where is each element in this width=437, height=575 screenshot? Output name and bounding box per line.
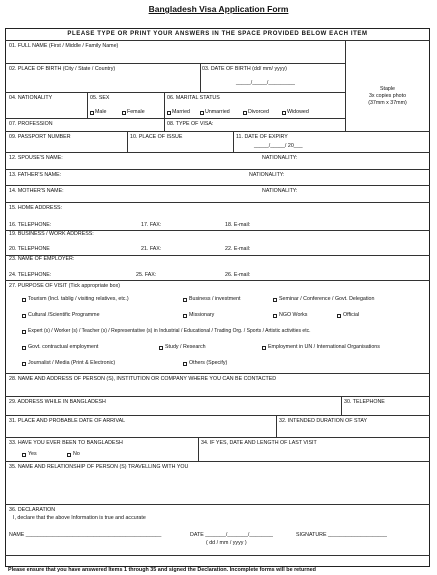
marital-married-label: Married: [172, 109, 190, 115]
duration-of-stay-label: 32. INTENDED DURATION OF STAY: [279, 418, 367, 424]
purpose-tourism-label: Tourism (Incl. tablig / visiting relatives, etc.): [28, 296, 129, 302]
rule: [5, 461, 430, 462]
rule: [5, 169, 430, 170]
father-nationality-label: NATIONALITY:: [249, 172, 285, 178]
purpose-cultural-label: Cultural /Scientific Programme: [28, 312, 100, 318]
purpose-official-checkbox[interactable]: [337, 314, 341, 318]
purpose-journalist-checkbox[interactable]: [22, 362, 26, 366]
fax-17-label: 17. FAX:: [141, 222, 162, 228]
purpose-business-label: Business / investment: [189, 296, 241, 302]
photo-line-1: Staple: [379, 86, 396, 92]
address-in-bangladesh-label: 29. ADDRESS WHILE IN BANGLADESH: [9, 399, 106, 405]
profession-label: 07. PROFESSION: [9, 121, 53, 127]
marital-divorced-checkbox[interactable]: [243, 111, 247, 115]
purpose-ngo-checkbox[interactable]: [273, 314, 277, 318]
rule: [5, 437, 430, 438]
rule: [5, 415, 430, 416]
rule: [127, 131, 128, 152]
date-of-birth-field[interactable]: _____/_____/_________: [236, 80, 295, 86]
purpose-others-label: Others (Specify): [189, 360, 228, 366]
rule: [233, 131, 234, 152]
rule: [5, 40, 430, 41]
rule: [5, 373, 430, 374]
been-no-checkbox[interactable]: [67, 453, 71, 457]
nationality-label: 04. NATIONALITY: [9, 95, 53, 101]
contact-person-label: 28. NAME AND ADDRESS OF PERSON (S), INSTITUTION OR COMPANY WHERE YOU CAN BE CONTACTED: [9, 376, 277, 382]
date-of-expiry-label: 11. DATE OF EXPIRY: [236, 134, 288, 140]
rule: [5, 118, 345, 119]
passport-number-label: 09. PASSPORT NUMBER: [9, 134, 71, 140]
rule: [5, 504, 430, 505]
telephone-30-label: 30. TELEPHONE: [344, 399, 385, 405]
travelling-with-label: 35. NAME AND RELATIONSHIP OF PERSON (S) TRAVELLING WITH YOU: [9, 464, 189, 470]
spouse-name-label: 12. SPOUSE'S NAME:: [9, 155, 63, 161]
purpose-business-checkbox[interactable]: [183, 298, 187, 302]
form-title: Bangladesh Visa Application Form: [148, 4, 289, 14]
rule: [5, 131, 430, 132]
rule: [5, 152, 430, 153]
rule: [5, 92, 345, 93]
rule: [164, 118, 165, 131]
been-to-bangladesh-label: 33. HAVE YOU EVER BEEN TO BANGLADESH: [9, 440, 123, 446]
signature-field[interactable]: SIGNATURE ____________________: [296, 532, 387, 538]
place-date-arrival-label: 31. PLACE AND PROBABLE DATE OF ARRIVAL: [9, 418, 126, 424]
email-18-label: 18. E-mail:: [225, 222, 251, 228]
rule: [87, 92, 88, 118]
purpose-govt-contract-label: Govt. contractual employment: [28, 344, 99, 350]
purpose-seminar-label: Seminar / Conference / Govt. Delegation: [279, 296, 375, 302]
purpose-journalist-label: Journalist / Media (Print & Electronic): [28, 360, 116, 366]
purpose-official-label: Official: [343, 312, 360, 318]
sex-label: 05. SEX: [90, 95, 110, 101]
mother-nationality-label: NATIONALITY:: [262, 188, 298, 194]
telephone-20-label: 20. TELEPHONE: [9, 246, 50, 252]
purpose-un-employment-label: Employment in UN / International Organisations: [268, 344, 380, 350]
father-name-label: 13. FATHER'S NAME:: [9, 172, 62, 178]
type-of-visa-label: 08. TYPE OF VISA:: [167, 121, 214, 127]
sex-female-label: Female: [127, 109, 145, 115]
purpose-ngo-label: NGO Works: [279, 312, 308, 318]
been-yes-label: Yes: [28, 451, 37, 457]
declaration-date-field[interactable]: DATE _______/_______/________: [190, 532, 273, 538]
last-visit-label: 34. IF YES, DATE AND LENGTH OF LAST VISIT: [201, 440, 317, 446]
sex-male-checkbox[interactable]: [90, 111, 94, 115]
fax-21-label: 21. FAX:: [141, 246, 162, 252]
mother-name-label: 14. MOTHER'S NAME:: [9, 188, 64, 194]
footer-note: Please ensure that you have answered Items 1 through 35 and signed the Declaration. Incomplete forms will be returned: [8, 567, 316, 573]
marital-status-label: 06. MARITAL STATUS: [167, 95, 220, 101]
purpose-cultural-checkbox[interactable]: [22, 314, 26, 318]
purpose-tourism-checkbox[interactable]: [22, 298, 26, 302]
form-instruction: PLEASE TYPE OR PRINT YOUR ANSWERS IN THE SPACE PROVIDED BELOW EACH ITEM: [67, 31, 368, 37]
date-of-expiry-field[interactable]: _____/_____/ 20___: [254, 143, 303, 149]
declaration-label: 36. DECLARATION: [9, 507, 56, 513]
rule: [5, 555, 430, 556]
business-address-label: 19. BUSINESS / WORK ADDRESS:: [9, 231, 94, 237]
been-no-label: No: [73, 451, 80, 457]
photo-line-3: (37mm x 37mm): [368, 100, 407, 106]
purpose-un-employment-checkbox[interactable]: [262, 346, 266, 350]
date-of-birth-label: 03. DATE OF BIRTH (dd/ mm/ yyyy): [202, 66, 287, 72]
rule: [198, 437, 199, 461]
marital-unmarried-checkbox[interactable]: [200, 111, 204, 115]
name-signature-field[interactable]: NAME ______________________________________________: [9, 532, 162, 538]
photo-box: [345, 86, 430, 107]
home-address-label: 15. HOME ADDRESS:: [9, 205, 62, 211]
purpose-study-checkbox[interactable]: [159, 346, 163, 350]
rule: [5, 396, 430, 397]
purpose-expert-label: Expert (s) / Worker (s) / Teacher (s) / Representative (s) in Industrial / Educational / Trading Org. / Sports / Artistic activities etc.: [28, 328, 311, 334]
email-22-label: 22. E-mail:: [225, 246, 251, 252]
marital-unmarried-label: Unmarried: [205, 109, 230, 115]
marital-widowed-label: Widowed: [287, 109, 309, 115]
sex-female-checkbox[interactable]: [122, 111, 126, 115]
rule: [164, 92, 165, 118]
email-26-label: 26. E-mail:: [225, 272, 251, 278]
purpose-missionary-label: Missionary: [189, 312, 215, 318]
rule: [341, 396, 342, 415]
marital-married-checkbox[interactable]: [167, 111, 171, 115]
full-name-label: 01. FULL NAME (First / Middle / Family Name): [9, 43, 119, 49]
telephone-16-label: 16. TELEPHONE:: [9, 222, 52, 228]
been-yes-checkbox[interactable]: [22, 453, 26, 457]
telephone-24-label: 24. TELEPHONE:: [9, 272, 52, 278]
declaration-date-hint: ( dd / mm / yyyy ): [206, 540, 247, 546]
spouse-nationality-label: NATIONALITY:: [262, 155, 298, 161]
purpose-missionary-checkbox[interactable]: [183, 314, 187, 318]
place-of-birth-label: 02. PLACE OF BIRTH (City / State / Country): [9, 66, 116, 72]
rule: [200, 63, 201, 92]
place-of-issue-label: 10. PLACE OF ISSUE: [130, 134, 183, 140]
employer-name-label: 23. NAME OF EMPLOYER:: [9, 256, 75, 262]
marital-divorced-label: Divorced: [248, 109, 269, 115]
rule: [276, 415, 277, 437]
photo-line-2: 3x copies photo: [368, 93, 407, 99]
purpose-seminar-checkbox[interactable]: [273, 298, 277, 302]
purpose-expert-checkbox[interactable]: [22, 330, 26, 334]
purpose-of-visit-label: 27. PURPOSE OF VISIT (Tick appropriate box): [9, 283, 120, 289]
rule: [5, 63, 345, 64]
rule: [5, 202, 430, 203]
marital-widowed-checkbox[interactable]: [282, 111, 286, 115]
purpose-govt-contract-checkbox[interactable]: [22, 346, 26, 350]
purpose-others-checkbox[interactable]: [183, 362, 187, 366]
declaration-text: I, declare that the above Information is true and accurate: [13, 515, 146, 521]
purpose-study-label: Study / Research: [165, 344, 206, 350]
rule: [5, 280, 430, 281]
fax-25-label: 25. FAX:: [136, 272, 157, 278]
sex-male-label: Male: [95, 109, 107, 115]
rule: [5, 185, 430, 186]
